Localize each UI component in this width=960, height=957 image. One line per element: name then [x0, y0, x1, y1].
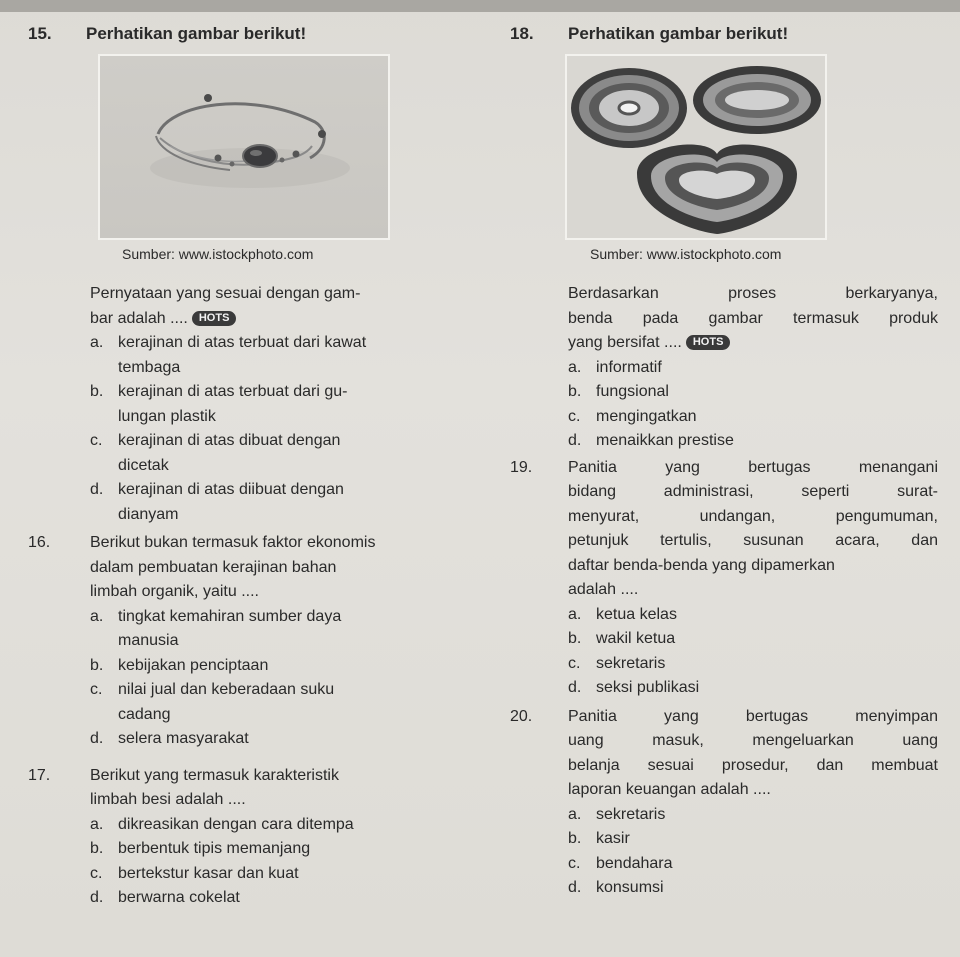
option-c[interactable]: c. kerajinan di atas dibuat dengan dicetak	[90, 432, 341, 474]
stem-line: limbah organik, yaitu ....	[90, 583, 259, 600]
stem-line: Berikut yang termasuk karakteristik	[90, 766, 339, 784]
question-15-heading	[28, 22, 478, 46]
stem-line: daftar benda-benda yang dipamerkan	[568, 556, 835, 574]
question-number: 17.	[28, 766, 51, 784]
question-number: 18.	[510, 24, 534, 43]
option-a[interactable]: a. ketua kelas	[568, 605, 677, 623]
stem-line: belanja sesuai prosedur, dan membuat	[568, 756, 938, 774]
stem-line: Berikut bukan termasuk faktor ekonomis	[90, 534, 376, 551]
stem-line: benda pada gambar termasuk produk	[568, 309, 938, 327]
stem-line: limbah besi adalah ....	[90, 791, 246, 808]
right-column	[510, 22, 940, 901]
option-b[interactable]: b. kebijakan penciptaan	[90, 656, 269, 674]
stem-line: uang masuk, mengeluarkan uang	[568, 732, 938, 749]
question-18-heading	[510, 22, 940, 46]
stem-line: laporan keuangan adalah ....	[568, 781, 771, 798]
option-b[interactable]: b. berbentuk tipis memanjang	[90, 840, 311, 857]
stem-line: Pernyataan yang sesuai dengan gam-	[90, 285, 361, 302]
option-c[interactable]: c. bendahara	[568, 854, 673, 872]
hots-badge: HOTS	[686, 335, 731, 350]
stem-line: Panitia yang bertugas menyimpan	[568, 707, 938, 725]
option-b[interactable]: b. wakil ketua	[568, 630, 676, 647]
option-d[interactable]: d. selera masyarakat	[90, 730, 249, 747]
question-16	[28, 531, 478, 752]
option-d[interactable]: d. menaikkan prestise	[568, 432, 734, 449]
stem-line: Berdasarkan proses berkaryanya,	[568, 285, 938, 302]
question-18-body	[568, 282, 938, 454]
option-a[interactable]: a. tingkat kemahiran sumber daya manusia	[90, 607, 342, 649]
bracelet-illustration	[100, 56, 388, 238]
option-d[interactable]: d. seksi publikasi	[568, 679, 700, 696]
image-source: Sumber: www.istockphoto.com	[590, 246, 782, 262]
option-c[interactable]: c. sekretaris	[568, 654, 666, 672]
question-number: 19.	[510, 458, 533, 476]
stem-line: adalah ....	[568, 581, 639, 598]
question-instruction: Perhatikan gambar berikut!	[86, 24, 307, 43]
option-a[interactable]: a. dikreasikan dengan cara ditempa	[90, 815, 354, 833]
option-a[interactable]: a. informatif	[568, 358, 662, 376]
question-15-body	[90, 282, 478, 527]
option-b[interactable]: b. fungsional	[568, 383, 669, 400]
option-d[interactable]: d. kerajinan di atas diibuat dengan dianyam	[90, 481, 344, 523]
stem-line: Panitia yang bertugas menangani	[568, 458, 938, 476]
crochet-mats-illustration	[567, 56, 825, 238]
question-number: 16.	[28, 534, 51, 551]
question-17	[28, 764, 478, 911]
page-top-edge	[0, 0, 960, 12]
left-column	[28, 22, 478, 911]
stem-line: bidang administrasi, seperti surat-	[568, 483, 938, 500]
option-b[interactable]: b. kasir	[568, 830, 630, 847]
bracelet-photo	[98, 54, 390, 240]
stem-line: menyurat, undangan, pengumuman,	[568, 507, 938, 525]
option-a[interactable]: a. sekretaris	[568, 805, 666, 823]
stem-line: dalam pembuatan kerajinan bahan	[90, 558, 337, 576]
stem-line: petunjuk tertulis, susunan acara, dan	[568, 532, 938, 549]
question-number: 20.	[510, 707, 533, 725]
image-source: Sumber: www.istockphoto.com	[122, 246, 314, 262]
option-b[interactable]: b. kerajinan di atas terbuat dari gu- lungan plastik	[90, 383, 348, 425]
option-c[interactable]: c. bertekstur kasar dan kuat	[90, 864, 299, 882]
question-20	[510, 705, 940, 901]
question-number: 15.	[28, 24, 52, 43]
option-a[interactable]: a. kerajinan di atas terbuat dari kawat tembaga	[90, 334, 367, 376]
question-instruction: Perhatikan gambar berikut!	[568, 24, 789, 43]
hots-badge: HOTS	[192, 311, 237, 326]
option-c[interactable]: c. nilai jual dan keberadaan suku cadang	[90, 681, 335, 723]
stem-line: bar adalah .... HOTS	[90, 307, 478, 332]
option-d[interactable]: d. konsumsi	[568, 879, 664, 896]
option-c[interactable]: c. mengingatkan	[568, 407, 697, 425]
stem-line: yang bersifat .... HOTS	[568, 331, 938, 356]
option-d[interactable]: d. berwarna cokelat	[90, 889, 240, 906]
question-19	[510, 456, 940, 701]
crochet-mats-photo	[565, 54, 827, 240]
